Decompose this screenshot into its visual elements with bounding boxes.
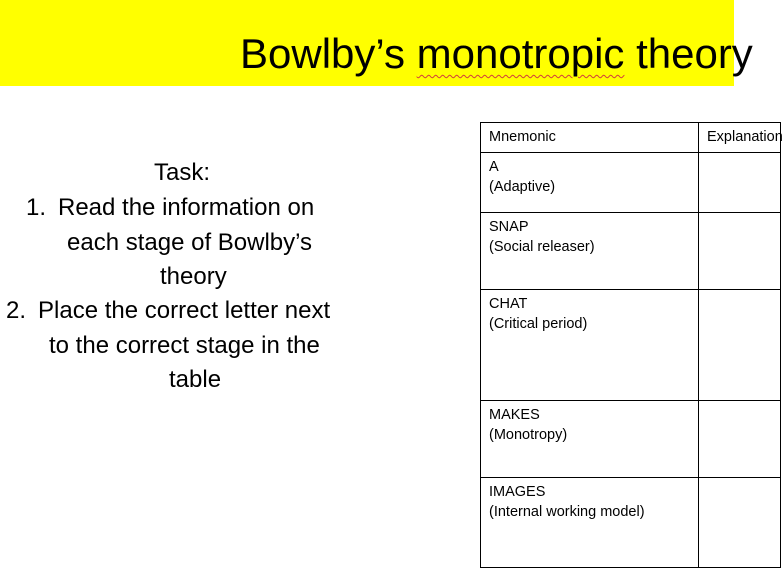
explanation-cell[interactable] xyxy=(699,401,781,478)
stage-name: (Internal working model) xyxy=(489,504,645,520)
title-spellcheck-word: monotropic xyxy=(416,30,625,77)
slide-title xyxy=(240,28,753,80)
step-line: each stage of Bowlby’s xyxy=(67,228,313,256)
step-number: 1. xyxy=(26,194,47,221)
explanation-cell[interactable] xyxy=(699,213,781,290)
explanation-cell[interactable] xyxy=(699,153,781,213)
step-line: Read the information on xyxy=(58,194,315,221)
mnemonic-cell xyxy=(481,153,699,213)
title-banner xyxy=(0,0,753,86)
stage-name: (Monotropy) xyxy=(489,427,568,443)
step-line: table xyxy=(169,366,222,393)
table-row xyxy=(481,478,781,568)
mnemonic-letter: MAKES xyxy=(489,407,540,423)
title-prefix: Bowlby’s xyxy=(240,30,417,77)
title-suffix: theory xyxy=(624,30,753,77)
mnemonic-cell xyxy=(481,213,699,290)
stage-name: (Social releaser) xyxy=(489,239,595,255)
mnemonic-cell xyxy=(481,401,699,478)
column-header-mnemonic: Mnemonic xyxy=(481,123,699,153)
mnemonic-table xyxy=(480,122,781,568)
mnemonic-letter: IMAGES xyxy=(489,484,546,500)
mnemonic-cell xyxy=(481,290,699,401)
table-header-row xyxy=(481,123,781,153)
table-row xyxy=(481,153,781,213)
table-row xyxy=(481,401,781,478)
mnemonic-letter: A xyxy=(489,159,499,175)
stage-name: (Adaptive) xyxy=(489,179,556,195)
task-heading: Task: xyxy=(153,159,210,186)
step-line: Place the correct letter next xyxy=(38,297,331,324)
mnemonic-letter: SNAP xyxy=(489,219,529,235)
stage-name: (Critical period) xyxy=(489,316,588,332)
column-header-explanation: Explanation xyxy=(699,123,781,153)
step-line: theory xyxy=(160,263,227,290)
mnemonic-letter: CHAT xyxy=(489,296,528,312)
mnemonic-cell xyxy=(481,478,699,568)
table-row xyxy=(481,290,781,401)
explanation-cell[interactable] xyxy=(699,478,781,568)
table-row xyxy=(481,213,781,290)
step-line: to the correct stage in the xyxy=(49,331,320,359)
step-number: 2. xyxy=(6,297,27,324)
explanation-cell[interactable] xyxy=(699,290,781,401)
